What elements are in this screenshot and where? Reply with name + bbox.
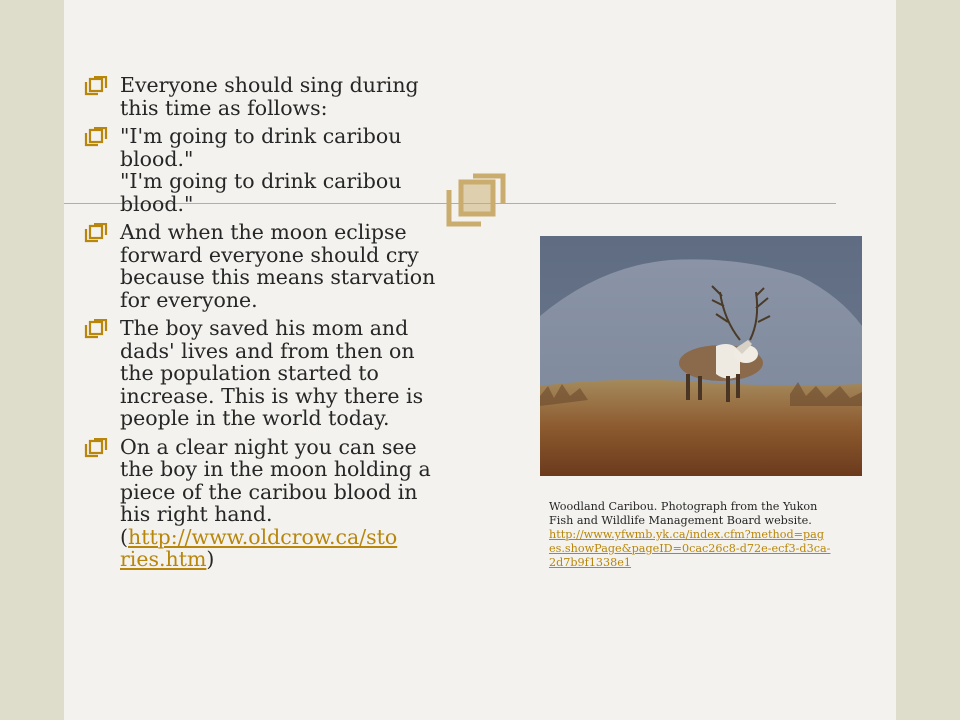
bullet-4-line-5: people in the world today. xyxy=(120,406,390,430)
bullet-5-line-1: On a clear night you can see xyxy=(120,434,417,459)
bullet-3-line-2: forward everyone should cry xyxy=(120,242,419,267)
bullet-4-line-4: increase. This is why there is xyxy=(120,383,424,408)
bullet-4-line-1: The boy saved his mom and xyxy=(120,316,409,340)
bullet-3-line-3: because this means starvation xyxy=(120,265,436,289)
yfwmb-link-line-2[interactable]: es.showPage&pageID=0cac26c8-d72e-ecf3-d3ca- xyxy=(549,542,831,555)
bullet-2-line-3: "I'm going to drink caribou xyxy=(120,169,402,193)
bullet-1-line-1: Everyone should sing during xyxy=(120,73,419,97)
bullet-4-line-2: dads' lives and from then on xyxy=(120,338,415,363)
bullet-icon xyxy=(84,438,108,458)
bullet-4-line-3: the population started to xyxy=(120,361,379,385)
bullet-5-link-line-2 xyxy=(120,548,464,571)
link-close-paren: ) xyxy=(206,547,215,571)
yfwmb-link-line-1[interactable]: http://www.yfwmb.yk.ca/index.cfm?method=pag xyxy=(549,528,824,541)
bullet-5-link-line-1 xyxy=(120,526,464,549)
bullet-item-2 xyxy=(84,125,464,215)
bullet-item-1 xyxy=(84,74,464,119)
bullet-3-line-4: for everyone. xyxy=(120,287,258,312)
bullet-icon xyxy=(84,223,108,243)
bullet-5-line-2: the boy in the moon holding a xyxy=(120,457,431,481)
link-open-paren: ( xyxy=(120,524,128,549)
bullet-2-line-2: blood." xyxy=(120,146,194,171)
photo-caption xyxy=(549,500,854,570)
bullet-2-line-1: "I'm going to drink caribou xyxy=(120,124,402,148)
bullet-5-line-4: his right hand. xyxy=(120,502,273,526)
bullet-5-line-3: piece of the caribou blood in xyxy=(120,479,418,504)
oldcrow-stories-link[interactable]: http://www.oldcrow.ca/sto xyxy=(128,524,398,549)
yfwmb-link-line-3[interactable]: 2d7b9f1338e1 xyxy=(549,556,632,569)
caption-line-2: Fish and Wildlife Management Board website. xyxy=(549,514,812,527)
bullet-icon xyxy=(84,127,108,147)
bullet-2-line-4: blood." xyxy=(120,191,194,216)
bullet-icon xyxy=(84,319,108,339)
bullet-list xyxy=(84,74,464,577)
bullet-item-3 xyxy=(84,221,464,311)
caption-line-1: Woodland Caribou. Photograph from the Yukon xyxy=(549,500,818,513)
bullet-icon xyxy=(84,76,108,96)
bullet-item-4 xyxy=(84,317,464,430)
bullet-item-5 xyxy=(84,436,464,571)
bullet-3-line-1: And when the moon eclipse xyxy=(120,220,407,244)
oldcrow-stories-link-cont[interactable]: ries.htm xyxy=(120,547,207,571)
bullet-1-line-2: this time as follows: xyxy=(120,95,328,120)
caribou-photo xyxy=(540,236,862,476)
